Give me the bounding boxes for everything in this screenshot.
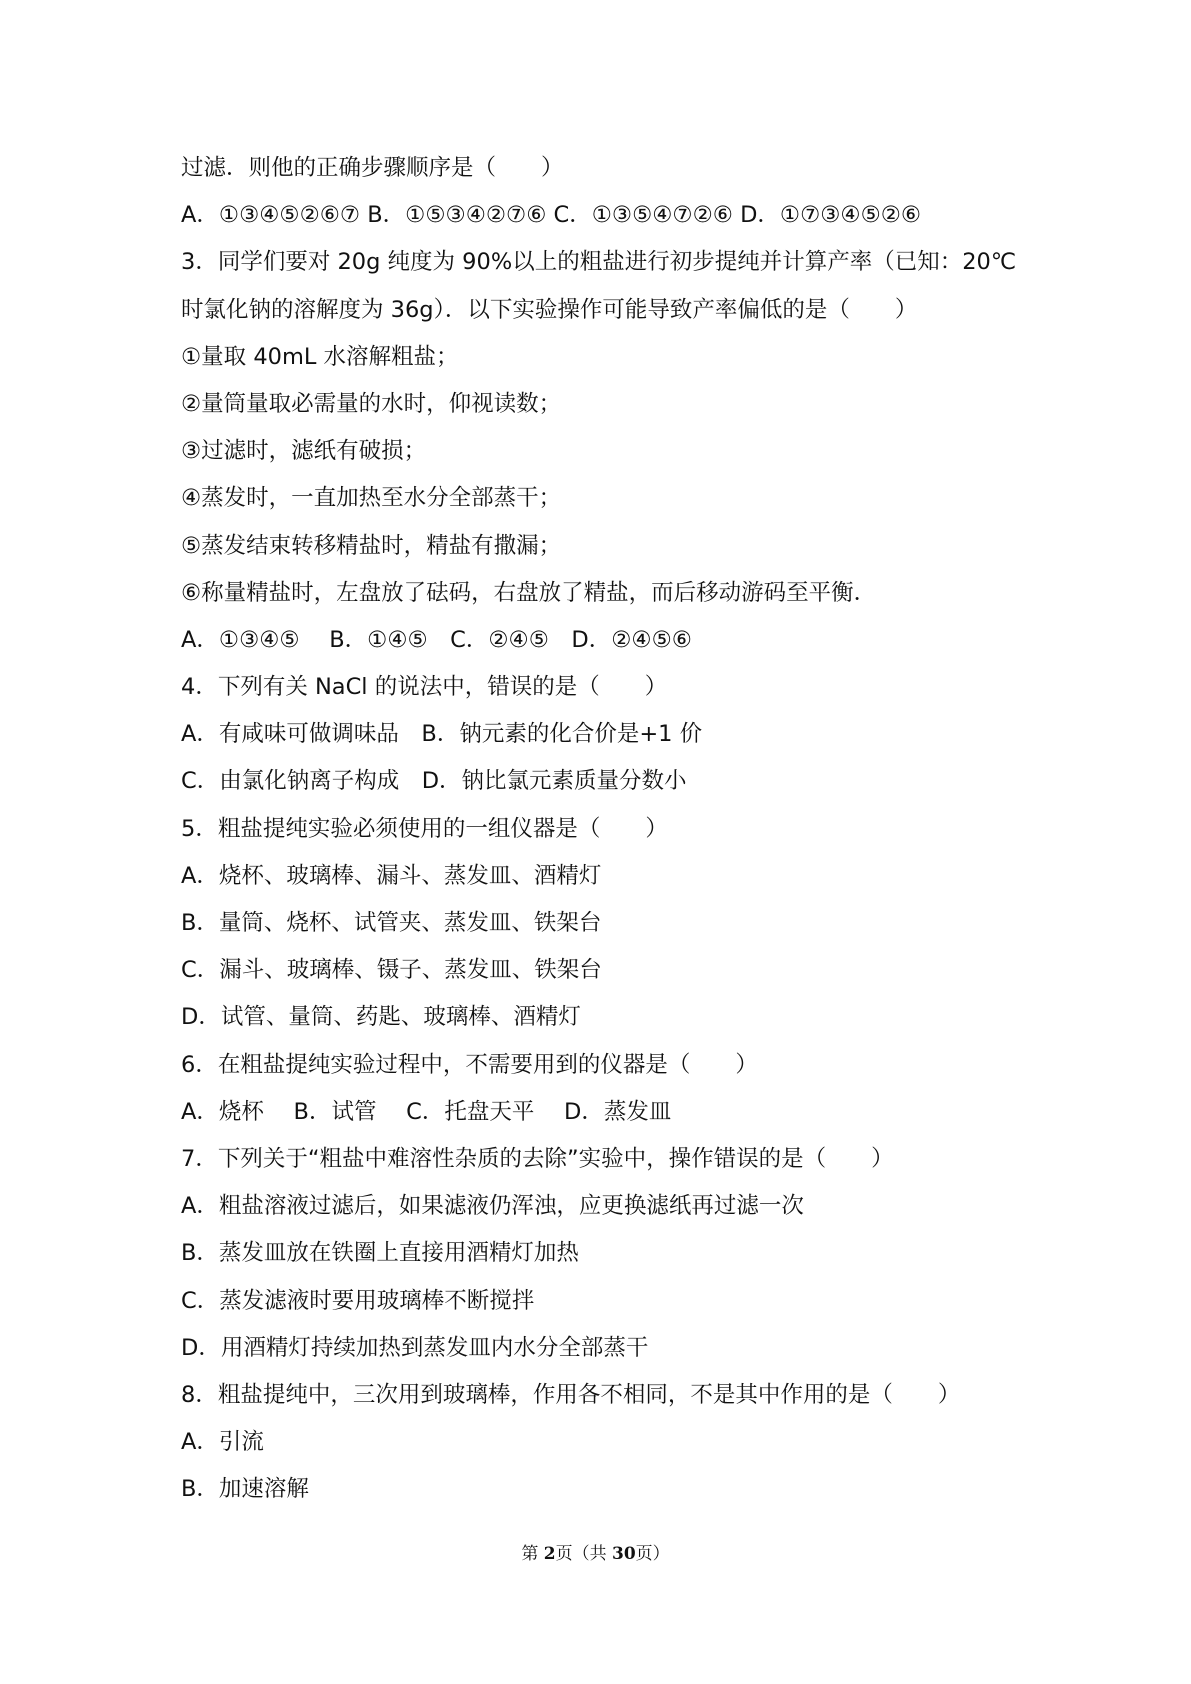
question-8-stem: 8．粗盐提纯中，三次用到玻璃棒，作用各不相同，不是其中作用的是（ ） — [181, 1381, 961, 1408]
question-3-stem-continued: 时氯化钠的溶解度为 36g）．以下实验操作可能导致产率偏低的是（ ） — [181, 296, 918, 323]
question-3-item-2: ②量筒量取必需量的水时，仰视读数； — [181, 390, 562, 417]
question-7-option-b: B．蒸发皿放在铁圈上直接用酒精灯加热 — [181, 1240, 579, 1267]
question-8-option-b: B．加速溶解 — [181, 1476, 309, 1503]
question-3-item-3: ③过滤时，滤纸有破损； — [181, 438, 427, 465]
question-4-options-cd: C．由氯化钠离子构成 D．钠比氯元素质量分数小 — [181, 768, 687, 795]
question-7-option-c: C．蒸发滤液时要用玻璃棒不断搅拌 — [181, 1287, 535, 1314]
footer-page-number: 2 — [543, 1544, 556, 1564]
question-3-item-5: ⑤蒸发结束转移精盐时，精盐有撒漏； — [181, 532, 562, 559]
question-2-continued: 过滤．则他的正确步骤顺序是（ ） — [181, 155, 564, 181]
question-8-option-a: A．引流 — [181, 1429, 264, 1456]
question-2-options: A．①③④⑤②⑥⑦ B．①⑤③④②⑦⑥ C．①③⑤④⑦②⑥ D．①⑦③④⑤②⑥ — [181, 202, 922, 229]
question-5-option-a: A．烧杯、玻璃棒、漏斗、蒸发皿、酒精灯 — [181, 862, 602, 889]
question-7-option-d: D．用酒精灯持续加热到蒸发皿内水分全部蒸干 — [181, 1334, 649, 1361]
footer-middle: 页（共 — [555, 1544, 612, 1564]
question-3-item-1: ①量取 40mL 水溶解粗盐； — [181, 343, 459, 370]
footer-prefix: 第 — [521, 1544, 544, 1564]
question-7-stem: 7．下列关于“粗盐中难溶性杂质的去除”实验中，操作错误的是（ ） — [181, 1145, 894, 1172]
footer-suffix: 页） — [635, 1544, 670, 1564]
question-3-options: A．①③④⑤ B．①④⑤ C．②④⑤ D．②④⑤⑥ — [181, 626, 692, 653]
question-3-item-6: ⑥称量精盐时，左盘放了砝码，右盘放了精盐，而后移动游码至平衡． — [181, 579, 877, 606]
question-5-option-c: C．漏斗、玻璃棒、镊子、蒸发皿、铁架台 — [181, 957, 602, 984]
question-3-stem: 3．同学们要对 20g 纯度为 90%以上的粗盐进行初步提纯并计算产率（已知：20℃ — [181, 249, 1017, 276]
question-6-stem: 6．在粗盐提纯实验过程中，不需要用到的仪器是（ ） — [181, 1051, 758, 1078]
question-3-item-4: ④蒸发时，一直加热至水分全部蒸干； — [181, 485, 562, 512]
question-5-option-b: B．量筒、烧杯、试管夹、蒸发皿、铁架台 — [181, 910, 602, 936]
footer-total-pages: 30 — [611, 1544, 636, 1564]
page-footer — [0, 1541, 1191, 1567]
question-5-stem: 5．粗盐提纯实验必须使用的一组仪器是（ ） — [181, 815, 668, 842]
document-body — [181, 145, 1041, 1513]
question-6-options: A．烧杯 B．试管 C．托盘天平 D．蒸发皿 — [181, 1098, 672, 1125]
question-7-option-a: A．粗盐溶液过滤后，如果滤液仍浑浊，应更换滤纸再过滤一次 — [181, 1193, 804, 1220]
question-4-options-ab: A．有咸味可做调味品 B．钠元素的化合价是+1 价 — [181, 721, 703, 748]
question-5-option-d: D．试管、量筒、药匙、玻璃棒、酒精灯 — [181, 1004, 581, 1031]
question-4-stem: 4．下列有关 NaCl 的说法中，错误的是（ ） — [181, 674, 668, 701]
